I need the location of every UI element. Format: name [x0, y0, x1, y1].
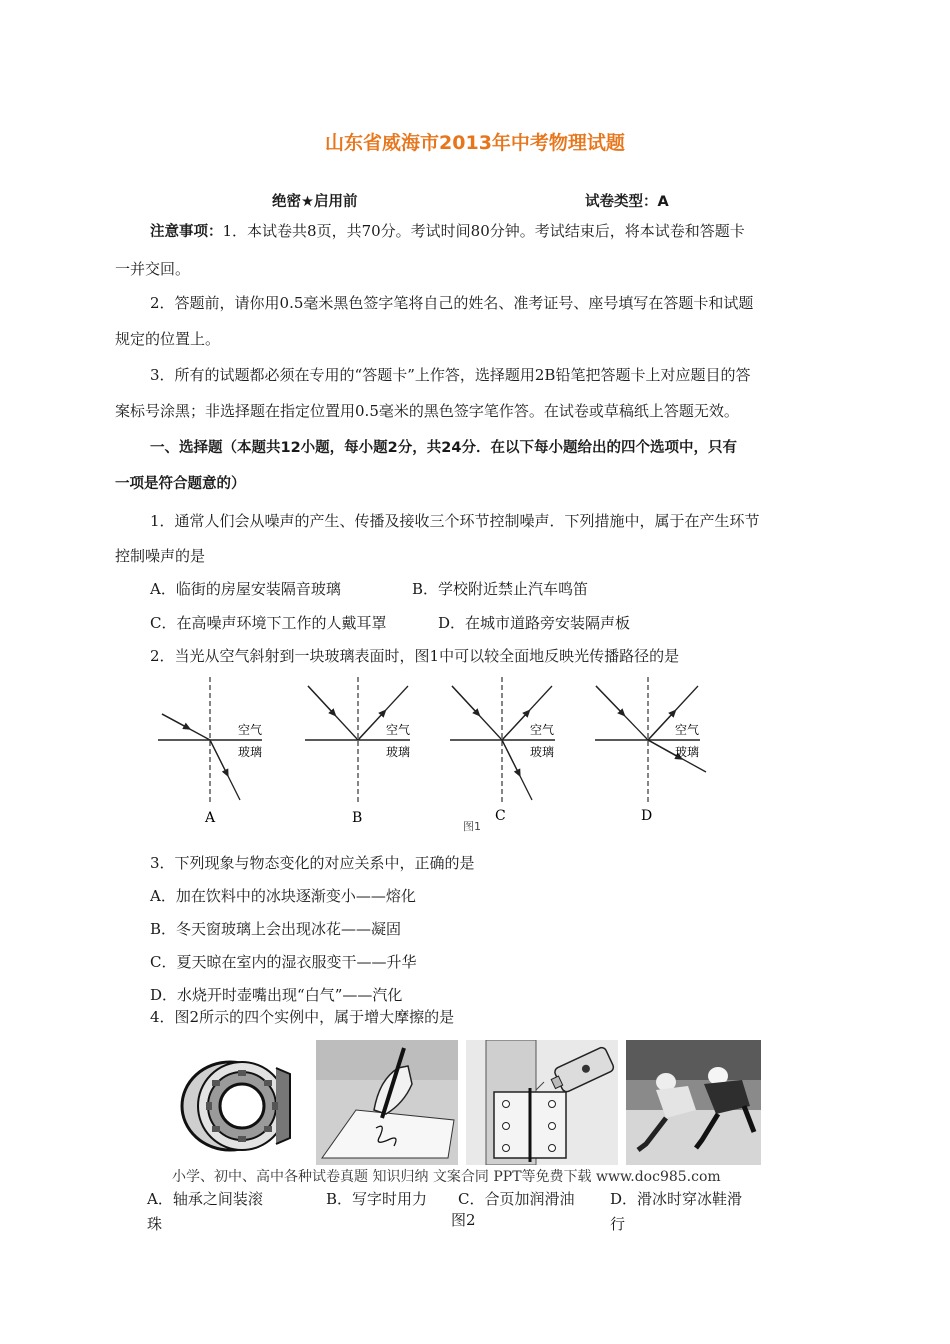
glass-label: 玻璃: [530, 745, 555, 759]
q1-option-a: A．临街的房屋安装隔音玻璃: [150, 580, 341, 598]
secret-label: 绝密★启用前: [272, 194, 358, 210]
watermark-text: 小学、初中、高中各种试卷真题 知识归纳 文案合同 PPT等免费下载 www.doc985.com: [172, 1169, 721, 1185]
q1-option-c: C．在高噪声环境下工作的人戴耳罩: [150, 614, 387, 632]
air-label: 空气: [238, 723, 263, 737]
note-3-cont: 案标号涂黑；非选择题在指定位置用0.5毫米的黑色签字笔作答。在试卷或草稿纸上答题无效。: [115, 402, 739, 420]
hinge-photo: [466, 1040, 618, 1165]
diagram-d: [595, 677, 706, 824]
q3-option-d: D．水烧开时壶嘴出现“白气”——汽化: [150, 986, 403, 1004]
q1-stem-cont: 控制噪声的是: [115, 547, 206, 565]
note-3: 3．所有的试题都必须在专用的“答题卡”上作答，选择题用2B铅笔把答题卡上对应题目的答: [150, 366, 751, 384]
q4-stem: 4．图2所示的四个实例中，属于增大摩擦的是: [150, 1008, 455, 1026]
bearing-photo: [172, 1040, 307, 1165]
q1-option-b: B．学校附近禁止汽车鸣笛: [412, 580, 589, 598]
glass-label: 玻璃: [238, 745, 263, 759]
notes-label: 注意事项：: [150, 224, 223, 240]
figure-1: [150, 672, 720, 832]
q4-option-b: B．写字时用力: [326, 1190, 428, 1208]
q3-option-c: C．夏天晾在室内的湿衣服变干——升华: [150, 953, 417, 971]
note-2: 2．答题前，请你用0.5毫米黑色签字笔将自己的姓名、准考证号、座号填写在答题卡和试题: [150, 294, 754, 312]
writing-photo: [316, 1040, 458, 1165]
reflected-arrow: [648, 712, 674, 740]
q4-option-c: C．合页加润滑油: [458, 1190, 575, 1208]
incident-arrow: [162, 714, 188, 728]
glass-label: 玻璃: [386, 745, 411, 759]
air-label: 空气: [530, 723, 555, 737]
incident-arrow: [308, 686, 334, 714]
bearing-illustration: [172, 1040, 307, 1165]
diagram-b-label: B: [352, 810, 363, 826]
q4-option-a-cont: 珠: [147, 1215, 163, 1233]
page-title: 山东省威海市2013年中考物理试题: [325, 132, 625, 154]
figure-1-caption: 图1: [463, 820, 481, 832]
diagram-b: [305, 677, 410, 826]
skating-photo: [626, 1040, 761, 1165]
q4-option-d-cont: 行: [610, 1215, 626, 1233]
q2-stem: 2．当光从空气斜射到一块玻璃表面时，图1中可以较全面地反映光传播路径的是: [150, 647, 680, 665]
note-1-cont: 一并交回。: [115, 260, 191, 278]
figure-2-caption: 图2: [451, 1211, 476, 1229]
note-1-text: 1．本试卷共8页，共70分。考试时间80分钟。考试结束后，将本试卷和答题卡: [222, 222, 745, 240]
refracted-arrow: [210, 740, 227, 774]
section-1-heading-cont: 一项是符合题意的）: [115, 476, 246, 492]
glass-label: 玻璃: [675, 745, 700, 759]
hinge-illustration: [466, 1040, 618, 1165]
q3-option-b: B．冬天窗玻璃上会出现冰花——凝固: [150, 920, 402, 938]
q1-stem: 1．通常人们会从噪声的产生、传播及接收三个环节控制噪声．下列措施中，属于在产生环节: [150, 512, 760, 530]
note-2-cont: 规定的位置上。: [115, 330, 221, 348]
q3-stem: 3．下列现象与物态变化的对应关系中，正确的是: [150, 854, 475, 872]
writing-hand-illustration: [316, 1040, 458, 1165]
incident-arrow: [596, 686, 623, 714]
air-label: 空气: [675, 723, 700, 737]
incident-arrow: [452, 686, 478, 714]
diagram-a: [158, 677, 262, 826]
air-label: 空气: [386, 723, 411, 737]
q1-option-d: D．在城市道路旁安装隔声板: [438, 614, 631, 632]
diagram-a-label: A: [205, 810, 216, 826]
reflected-arrow: [358, 712, 384, 740]
reflected-arrow: [502, 712, 528, 740]
diagram-d-label: D: [641, 808, 653, 824]
diagram-c-label: C: [495, 808, 506, 824]
notes-line-1: [150, 220, 745, 241]
q4-option-a: A．轴承之间装滚: [147, 1190, 263, 1208]
speed-skaters-illustration: [626, 1040, 761, 1165]
refracted-arrow: [502, 740, 519, 774]
diagram-c: [450, 677, 555, 832]
section-1-heading: 一、选择题（本题共12小题，每小题2分，共24分．在以下每小题给出的四个选项中，只有: [150, 440, 737, 456]
q3-option-a: A．加在饮料中的冰块逐渐变小——熔化: [150, 887, 416, 905]
paper-type: 试卷类型：A: [585, 194, 669, 210]
q4-option-d: D．滑冰时穿冰鞋滑: [610, 1190, 743, 1208]
